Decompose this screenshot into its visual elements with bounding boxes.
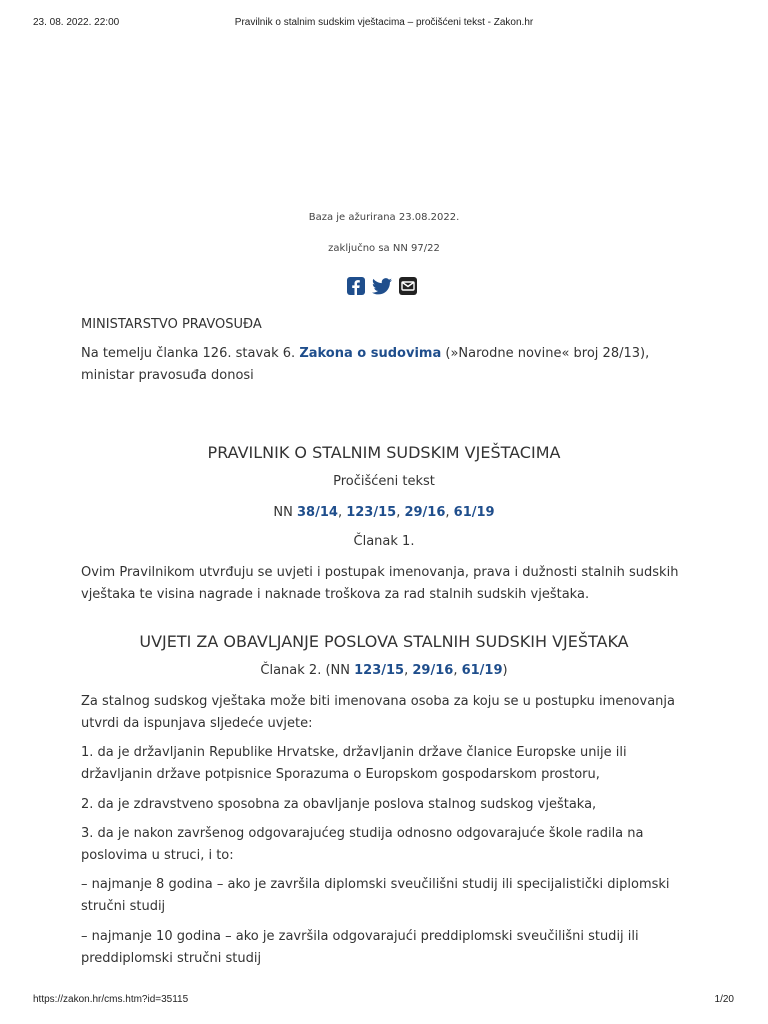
preamble-text: Na temelju članka 126. stavak 6. xyxy=(81,346,300,361)
article-2-paragraph: 1. da je državljanin Republike Hrvatske, državljanin države članice Europske unije ili državljanin države potpisnice Sporazuma o Europskom gospodarskom prostoru, xyxy=(81,745,627,782)
nn-link[interactable]: 29/16 xyxy=(404,505,446,520)
article-2-paragraph: 3. da je nakon završenog odgovarajućeg studija odnosno odgovarajuće škole radila na poslovima u struci, i to: xyxy=(81,826,644,863)
article-2-paragraph: – najmanje 8 godina – ako je završila diplomski sveučilišni studij ili specijalistički diplomski stručni studij xyxy=(81,877,670,914)
print-date: 23. 08. 2022. 22:00 xyxy=(33,17,120,28)
print-title: Pravilnik o stalnim sudskim vještacima – pročišćeni tekst - Zakon.hr xyxy=(234,17,534,28)
section-heading: UVJETI ZA OBAVLJANJE POSLOVA STALNIH SUDSKIH VJEŠTAKA xyxy=(139,632,629,651)
database-updated: Baza je ažurirana 23.08.2022. xyxy=(308,212,460,223)
print-header xyxy=(0,17,768,31)
nn-link[interactable]: 123/15 xyxy=(354,663,405,678)
nn-prefix: NN xyxy=(273,505,297,520)
article-2-label-suffix: ) xyxy=(502,663,508,678)
nn-link[interactable]: 29/16 xyxy=(412,663,454,678)
email-icon[interactable] xyxy=(399,277,417,295)
print-footer xyxy=(0,994,768,1008)
nn-link[interactable]: 38/14 xyxy=(297,505,338,520)
ministry-name: MINISTARSTVO PRAVOSUĐA xyxy=(81,317,262,332)
page-number: 1/20 xyxy=(714,994,734,1005)
share-bar xyxy=(347,276,421,296)
nn-link[interactable]: 123/15 xyxy=(346,505,397,520)
article-2-paragraph: 2. da je zdravstveno sposobna za obavljanje poslova stalnog sudskog vještaka, xyxy=(81,797,597,812)
zakon-o-sudovima-link[interactable]: Zakona o sudovima xyxy=(299,346,442,361)
article-2-paragraph: – najmanje 10 godina – ako je završila odgovarajući preddiplomski sveučilišni studij ili preddiplomski stručni studij xyxy=(81,929,639,966)
document-subtitle: Pročišćeni tekst xyxy=(333,474,435,489)
article-1-label: Članak 1. xyxy=(353,534,415,549)
article-2-paragraph: Za stalnog sudskog vještaka može biti imenovana osoba za koju se u postupku imenovanja utvrdi da ispunjava sljedeće uvjete: xyxy=(81,694,675,731)
article-2-label: Članak 2. (NN 123/15, 29/16, 61/19) xyxy=(260,663,508,678)
nn-link[interactable]: 61/19 xyxy=(453,505,495,520)
document-title: PRAVILNIK O STALNIM SUDSKIM VJEŠTACIMA xyxy=(207,443,561,462)
article-2-label-prefix: Članak 2. (NN xyxy=(260,663,355,678)
article-1-text: Ovim Pravilnikom utvrđuju se uvjeti i postupak imenovanja, prava i dužnosti stalnih sudskih vještaka te visina nagrade i naknade troškova za rad stalnih sudskih vještaka. xyxy=(81,565,679,602)
preamble-text-end: (»Narodne novine« broj 28/13), ministar pravosuđa donosi xyxy=(81,346,650,383)
preamble xyxy=(81,343,687,387)
nn-link[interactable]: 61/19 xyxy=(461,663,503,678)
nn-references: NN 38/14, 123/15, 29/16, 61/19 xyxy=(273,505,495,520)
facebook-icon[interactable] xyxy=(347,277,365,295)
database-through: zaključno sa NN 97/22 xyxy=(328,243,440,254)
twitter-icon[interactable] xyxy=(372,278,392,295)
print-url: https://zakon.hr/cms.htm?id=35115 xyxy=(33,994,189,1005)
